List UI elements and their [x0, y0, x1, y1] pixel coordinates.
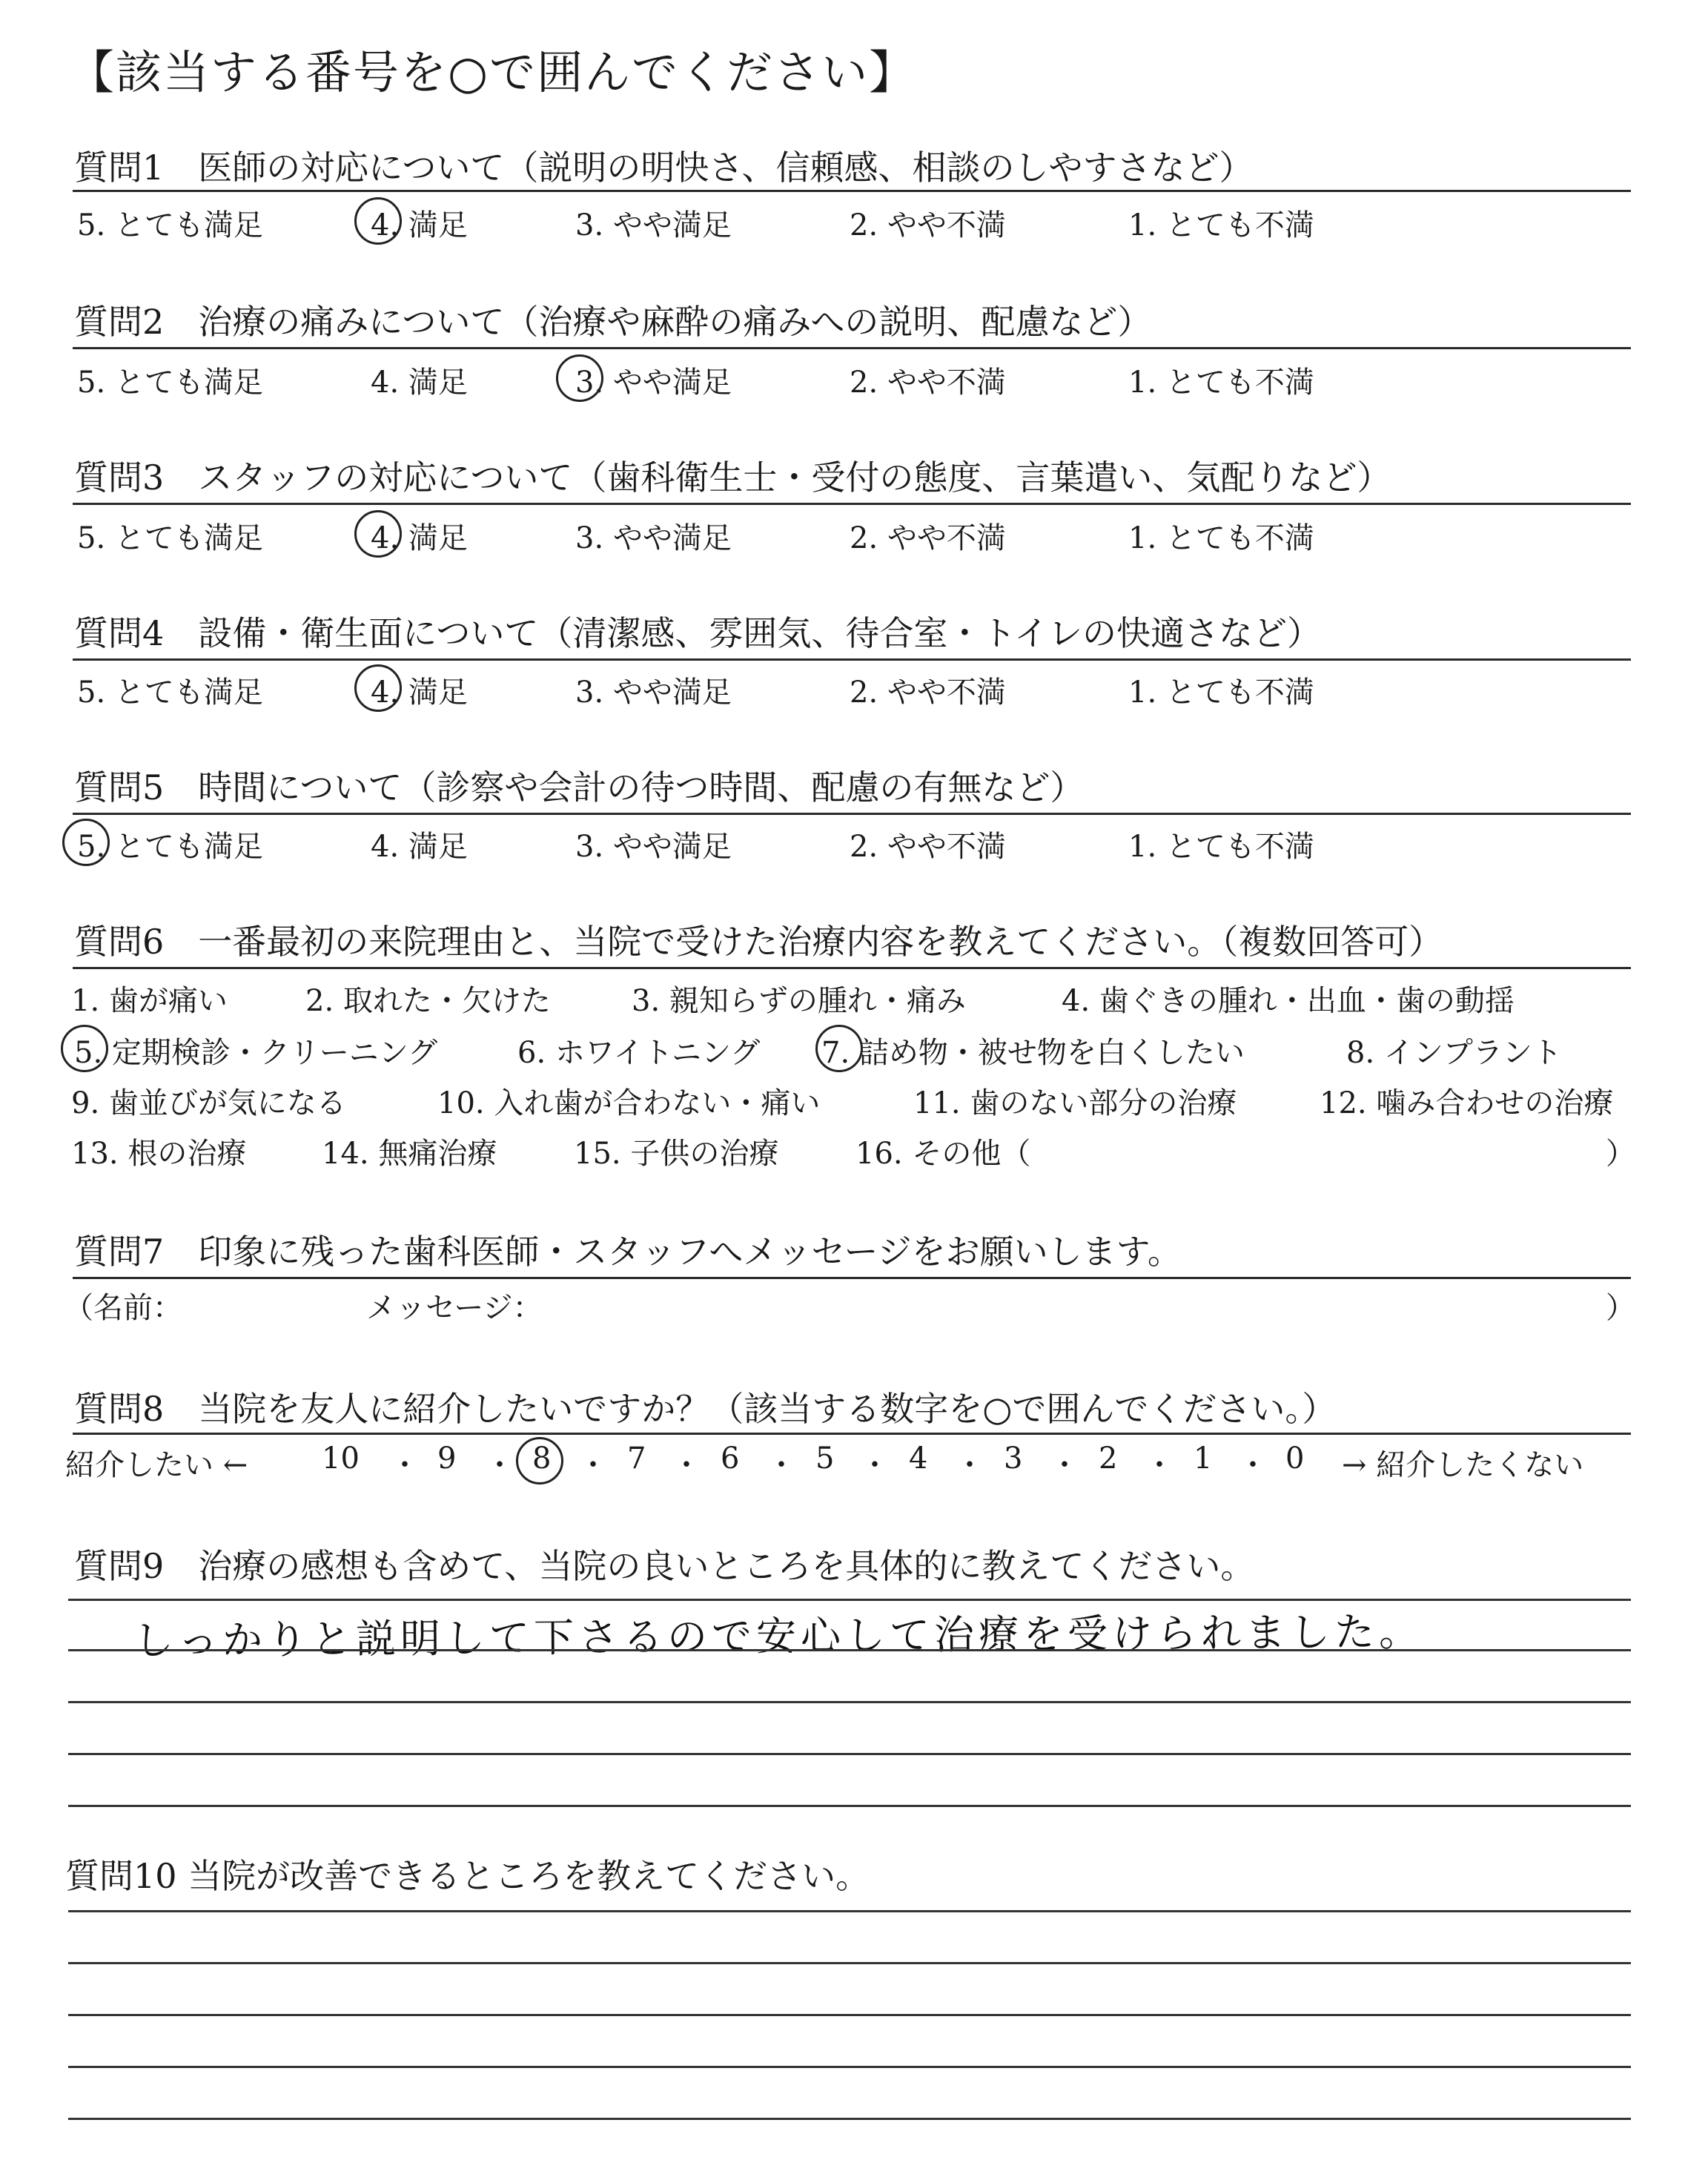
- q10-title: 質問10 当院が改善できるところを教えてください。: [65, 1856, 870, 1896]
- q8-rule: [73, 1433, 1631, 1435]
- q6-reason-11[interactable]: 11. 歯のない部分の治療: [913, 1086, 1237, 1120]
- q1-title: 質問1 医師の対応について（説明の明快さ、信頼感、相談のしやすさなど）: [74, 148, 1254, 188]
- q1-rule: [73, 190, 1631, 192]
- q2-option-5[interactable]: 5. とても満足: [77, 366, 263, 400]
- q6-selection-circle-7: [815, 1025, 863, 1072]
- q8-left-label: 紹介したい ←: [65, 1448, 248, 1482]
- q8-score-4[interactable]: 4: [909, 1441, 928, 1476]
- q10-line-2: [68, 1962, 1631, 1964]
- q5-option-5[interactable]: 5. とても満足: [77, 830, 263, 864]
- q2-option-4[interactable]: 4. 満足: [371, 366, 468, 400]
- q3-rule: [73, 503, 1631, 505]
- q8-score-1[interactable]: 1: [1194, 1441, 1213, 1476]
- q6-reason-13[interactable]: 13. 根の治療: [71, 1137, 247, 1171]
- q4-option-1[interactable]: 1. とても不満: [1128, 676, 1314, 710]
- q8-dot: ・: [390, 1448, 420, 1482]
- q4-option-2[interactable]: 2. やや不満: [850, 676, 1006, 710]
- q5-option-4[interactable]: 4. 満足: [371, 830, 468, 864]
- q6-title: 質問6 一番最初の来院理由と、当院で受けた治療内容を教えてください。（複数回答可）: [74, 922, 1443, 962]
- q8-score-3[interactable]: 3: [1004, 1441, 1023, 1476]
- q5-rule: [73, 813, 1631, 815]
- q6-reason-5[interactable]: 5. 定期検診・クリーニング: [74, 1036, 438, 1070]
- q4-rule: [73, 658, 1631, 661]
- q6-reason-6[interactable]: 6. ホワイトニング: [517, 1036, 761, 1070]
- q1-option-1[interactable]: 1. とても不満: [1128, 208, 1314, 242]
- q10-line-5: [68, 2118, 1631, 2120]
- q5-option-2[interactable]: 2. やや不満: [850, 830, 1006, 864]
- q8-score-5[interactable]: 5: [815, 1441, 835, 1476]
- q3-option-3[interactable]: 3. やや満足: [575, 521, 732, 555]
- q2-option-1[interactable]: 1. とても不満: [1128, 366, 1314, 400]
- q6-reason-8[interactable]: 8. インプラント: [1346, 1036, 1562, 1070]
- q2-option-2[interactable]: 2. やや不満: [850, 366, 1006, 400]
- q9-line-5: [68, 1805, 1631, 1807]
- q6-reason-1[interactable]: 1. 歯が痛い: [71, 984, 228, 1018]
- q7-message-label: メッセージ：: [366, 1291, 543, 1325]
- q9-handwritten-answer: しっかりと説明して下さるので安心して治療を受けられました。: [133, 1608, 1424, 1665]
- q6-rule: [73, 967, 1631, 969]
- q8-score-2[interactable]: 2: [1099, 1441, 1118, 1476]
- q6-reason-15[interactable]: 15. 子供の治療: [574, 1137, 779, 1171]
- q5-option-3[interactable]: 3. やや満足: [575, 830, 732, 864]
- q8-dot: ・: [1145, 1448, 1174, 1482]
- q6-selection-circle-5: [61, 1025, 108, 1072]
- q8-score-0[interactable]: 0: [1285, 1441, 1305, 1476]
- q6-reason-3[interactable]: 3. 親知らずの腫れ・痛み: [632, 984, 966, 1018]
- q3-option-4[interactable]: 4. 満足: [371, 521, 468, 555]
- q7-close-paren: ）: [1606, 1291, 1635, 1325]
- q6-reason-14[interactable]: 14. 無痛治療: [322, 1137, 497, 1171]
- q8-selection-circle: [516, 1437, 563, 1484]
- q9-line-2: [68, 1649, 1631, 1651]
- q8-dot: ・: [672, 1448, 701, 1482]
- q2-option-3[interactable]: 3. やや満足: [575, 366, 732, 400]
- q3-title: 質問3 スタッフの対応について（歯科衛生士・受付の態度、言葉遣い、気配りなど）: [74, 458, 1391, 498]
- q8-dot: ・: [1050, 1448, 1079, 1482]
- q3-option-2[interactable]: 2. やや不満: [850, 521, 1006, 555]
- q7-name-label: （名前：: [64, 1291, 182, 1325]
- q10-line-1: [68, 1910, 1631, 1912]
- q9-line-4: [68, 1753, 1631, 1755]
- q1-selection-circle: [354, 197, 402, 245]
- q6-reason-16[interactable]: 16. その他（: [855, 1137, 1031, 1171]
- q5-title: 質問5 時間について（診察や会計の待つ時間、配慮の有無など）: [74, 767, 1085, 807]
- q4-selection-circle: [354, 664, 402, 712]
- q8-dot: ・: [955, 1448, 984, 1482]
- q6-reason-12[interactable]: 12. 噛み合わせの治療: [1320, 1086, 1614, 1120]
- q3-selection-circle: [354, 510, 402, 558]
- q6-reason-10[interactable]: 10. 入れ歯が合わない・痛い: [437, 1086, 821, 1120]
- q10-line-3: [68, 2014, 1631, 2016]
- q8-right-label: → 紹介したくない: [1342, 1448, 1584, 1482]
- q8-dot: ・: [860, 1448, 890, 1482]
- q1-option-3[interactable]: 3. やや満足: [575, 208, 732, 242]
- q4-option-3[interactable]: 3. やや満足: [575, 676, 732, 710]
- q9-title: 質問9 治療の感想も含めて、当院の良いところを具体的に教えてください。: [74, 1546, 1255, 1586]
- q8-title: 質問8 当院を友人に紹介したいですか？（該当する数字を○で囲んでください。）: [74, 1389, 1337, 1429]
- q8-score-6[interactable]: 6: [721, 1441, 740, 1476]
- q1-option-2[interactable]: 2. やや不満: [850, 208, 1006, 242]
- q3-option-1[interactable]: 1. とても不満: [1128, 521, 1314, 555]
- q6-reason-9[interactable]: 9. 歯並びが気になる: [71, 1086, 346, 1120]
- q8-score-9[interactable]: 9: [437, 1441, 457, 1476]
- q6-reason-7[interactable]: 7. 詰め物・被せ物を白くしたい: [821, 1036, 1245, 1070]
- q1-option-4[interactable]: 4. 満足: [371, 208, 468, 242]
- q6-reason-2[interactable]: 2. 取れた・欠けた: [305, 984, 551, 1018]
- q5-option-1[interactable]: 1. とても不満: [1128, 830, 1314, 864]
- q4-option-4[interactable]: 4. 満足: [371, 676, 468, 710]
- q8-score-7[interactable]: 7: [627, 1441, 646, 1476]
- q4-option-5[interactable]: 5. とても満足: [77, 676, 263, 710]
- q6-other-close-paren: ）: [1606, 1137, 1635, 1171]
- q1-option-5[interactable]: 5. とても満足: [77, 208, 263, 242]
- q8-dot: ・: [578, 1448, 608, 1482]
- q8-score-10[interactable]: 10: [322, 1441, 360, 1476]
- q5-selection-circle: [62, 819, 110, 866]
- q7-title: 質問7 印象に残った歯科医師・スタッフへメッセージをお願いします。: [74, 1232, 1182, 1272]
- q8-dot: ・: [767, 1448, 796, 1482]
- q4-title: 質問4 設備・衛生面について（清潔感、雰囲気、待合室・トイレの快適さなど）: [74, 613, 1322, 653]
- q2-selection-circle: [556, 354, 603, 402]
- q8-dot: ・: [485, 1448, 514, 1482]
- q2-title: 質問2 治療の痛みについて（治療や麻酔の痛みへの説明、配慮など）: [74, 302, 1152, 342]
- q2-rule: [73, 347, 1631, 349]
- q3-option-5[interactable]: 5. とても満足: [77, 521, 263, 555]
- q7-rule: [73, 1277, 1631, 1279]
- q6-reason-4[interactable]: 4. 歯ぐきの腫れ・出血・歯の動揺: [1062, 984, 1515, 1018]
- page-title: 【該当する番号を○で囲んでください】: [68, 45, 917, 99]
- q8-score-8[interactable]: 8: [532, 1441, 552, 1476]
- q9-line-3: [68, 1701, 1631, 1703]
- q8-dot: ・: [1238, 1448, 1268, 1482]
- q10-line-4: [68, 2066, 1631, 2068]
